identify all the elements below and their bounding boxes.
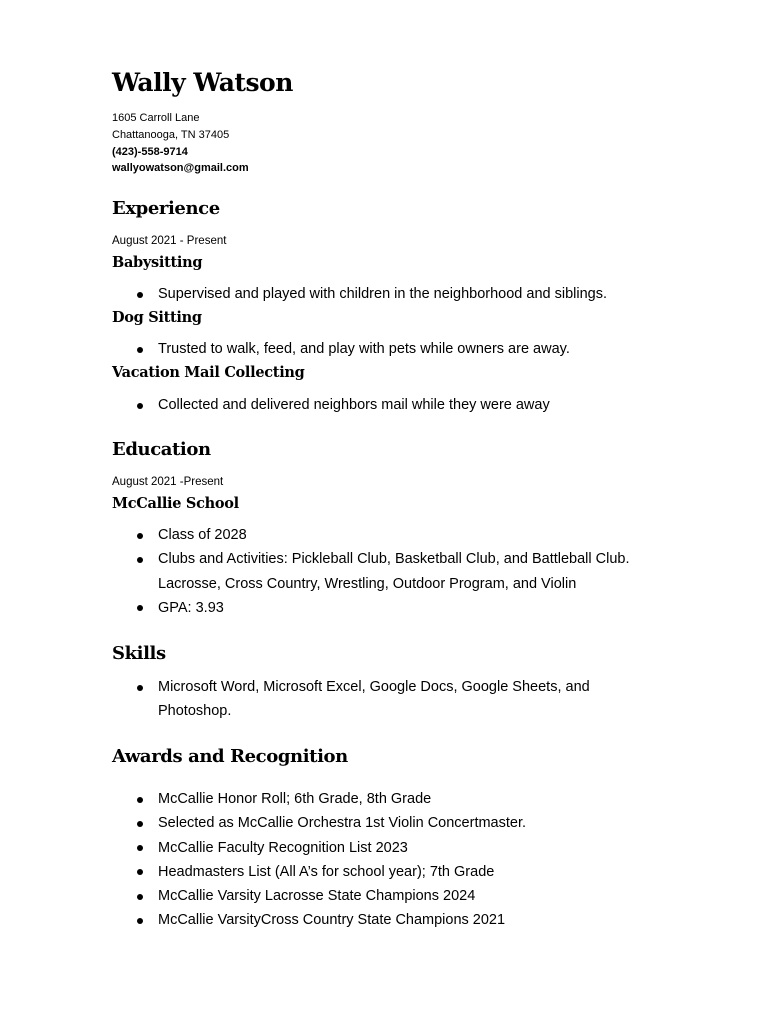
- bullet-icon: [137, 685, 143, 691]
- bullet-icon: [137, 869, 143, 875]
- resume-name: Wally Watson: [112, 68, 293, 97]
- bullet-icon: [137, 292, 143, 298]
- list-item: McCallie VarsityCross Country State Champions 2021: [0, 908, 638, 932]
- bullet-icon: [137, 821, 143, 827]
- address-line-2: Chattanooga, TN 37405: [112, 128, 230, 141]
- experience-heading: Experience: [112, 198, 220, 219]
- education-bullets: [0, 523, 768, 620]
- bullet-icon: [137, 347, 143, 353]
- list-item: Selected as McCallie Orchestra 1st Violin Concertmaster.: [0, 811, 638, 835]
- education-date: August 2021 -Present: [112, 476, 224, 488]
- experience-date: August 2021 - Present: [112, 235, 227, 247]
- list-item: Class of 2028: [0, 523, 638, 547]
- skills-heading: Skills: [112, 643, 166, 664]
- bullet-icon: [137, 894, 143, 900]
- job-bullets-dog-sitting: [0, 337, 768, 361]
- job-title-babysitting: Babysitting: [112, 254, 203, 271]
- bullet-icon: [137, 918, 143, 924]
- list-item: GPA: 3.93: [0, 596, 638, 620]
- job-bullets-mail-collecting: [0, 393, 768, 417]
- list-item: Clubs and Activities: Pickleball Club, Basketball Club, and Battleball Club. Lacrosse, Cross Country, Wrestling, Outdoor Program, and Violin: [0, 547, 638, 596]
- job-title-dog-sitting: Dog Sitting: [112, 309, 202, 326]
- awards-heading: Awards and Recognition: [112, 746, 348, 767]
- bullet-icon: [137, 403, 143, 409]
- bullet-icon: [137, 557, 143, 563]
- bullet-icon: [137, 797, 143, 803]
- list-item: Trusted to walk, feed, and play with pets while owners are away.: [0, 337, 638, 361]
- school-name: McCallie School: [112, 495, 239, 512]
- skills-bullets: [0, 675, 768, 724]
- bullet-icon: [137, 845, 143, 851]
- email-address: wallyowatson@gmail.com: [112, 162, 249, 175]
- bullet-icon: [137, 533, 143, 539]
- job-bullets-babysitting: [0, 282, 768, 306]
- job-title-mail-collecting: Vacation Mail Collecting: [112, 364, 305, 381]
- list-item: Supervised and played with children in the neighborhood and siblings.: [0, 282, 638, 306]
- list-item: Headmasters List (All A’s for school year); 7th Grade: [0, 860, 638, 884]
- bullet-icon: [137, 605, 143, 611]
- address-line-1: 1605 Carroll Lane: [112, 112, 200, 124]
- phone-number: (423)-558-9714: [112, 145, 188, 158]
- awards-bullets: [0, 787, 768, 933]
- list-item: Microsoft Word, Microsoft Excel, Google Docs, Google Sheets, and Photoshop.: [0, 675, 638, 724]
- list-item: McCallie Honor Roll; 6th Grade, 8th Grade: [0, 787, 638, 811]
- list-item: McCallie Faculty Recognition List 2023: [0, 836, 638, 860]
- list-item: McCallie Varsity Lacrosse State Champions 2024: [0, 884, 638, 908]
- contact-info: [112, 110, 249, 177]
- list-item: Collected and delivered neighbors mail while they were away: [0, 393, 638, 417]
- education-heading: Education: [112, 439, 211, 460]
